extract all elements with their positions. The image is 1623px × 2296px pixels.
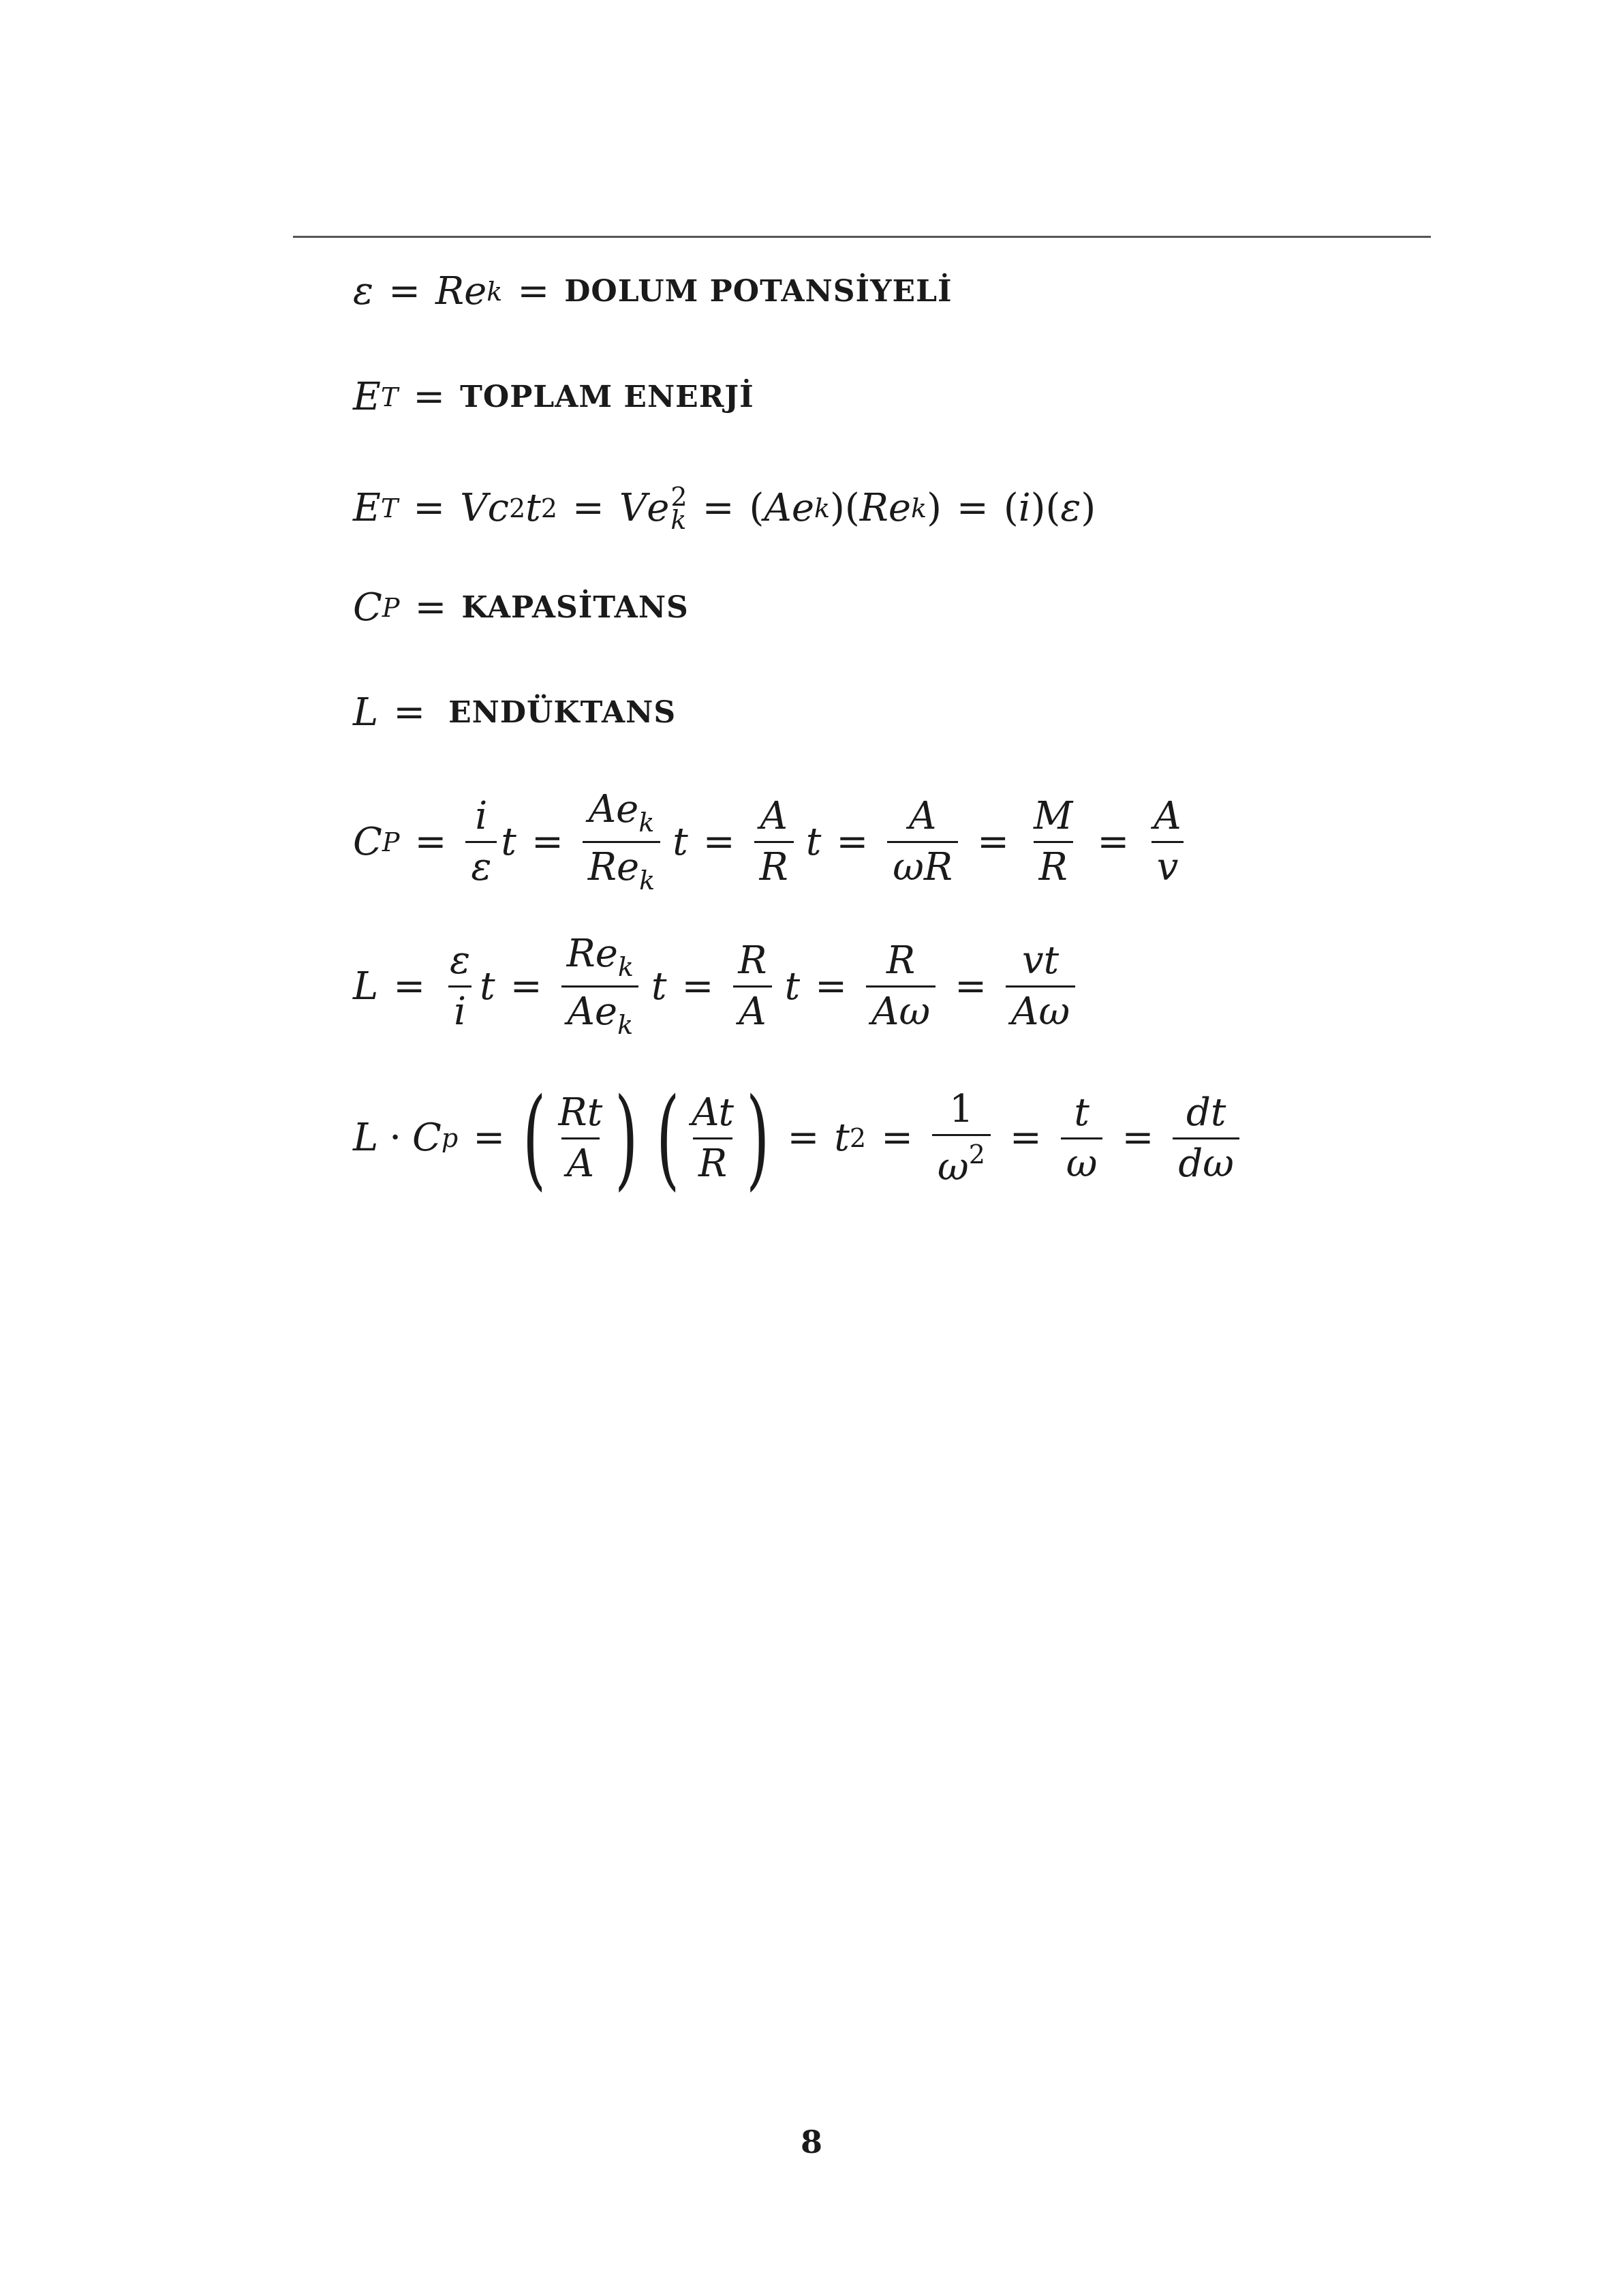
- numerator: A: [908, 794, 937, 838]
- fraction: [1173, 1090, 1239, 1186]
- numerator: M: [1034, 794, 1073, 838]
- symbol-a: A: [1011, 990, 1039, 1034]
- equals: =: [473, 1116, 506, 1160]
- fraction: [732, 938, 772, 1034]
- symbol-c-upper: C: [353, 819, 382, 864]
- rparen: ): [1030, 486, 1046, 531]
- subscript-k: k: [486, 277, 503, 307]
- definition-label: KAPASİTANS: [461, 590, 689, 625]
- symbol-omega: ω: [1203, 1141, 1234, 1186]
- equals: =: [393, 690, 426, 735]
- superscript-2: 2: [670, 482, 687, 512]
- definition-label: ENDÜKTANS: [448, 695, 677, 730]
- symbol-e: e: [617, 845, 640, 889]
- fraction: [465, 794, 497, 889]
- fraction: [561, 932, 639, 1040]
- equals: =: [955, 964, 987, 1009]
- symbol-epsilon: ε: [1060, 486, 1081, 531]
- equals: =: [393, 964, 426, 1009]
- denominator: ε: [465, 841, 497, 887]
- numerator: t: [1074, 1090, 1089, 1135]
- numerator: R: [886, 938, 916, 983]
- symbol-e-upper: E: [353, 375, 381, 419]
- equals: =: [702, 486, 735, 531]
- denominator: [561, 985, 638, 1038]
- symbol-t: t: [1210, 1090, 1226, 1135]
- symbol-omega: ω: [899, 990, 931, 1034]
- symbol-a: A: [692, 1090, 719, 1135]
- symbol-a: A: [588, 787, 617, 831]
- equals: =: [702, 819, 735, 864]
- denominator: [1006, 985, 1075, 1034]
- symbol-omega: ω: [938, 1144, 969, 1189]
- symbol-r: R: [558, 1090, 587, 1135]
- symbol-r: R: [923, 845, 953, 889]
- numerator: 1: [949, 1086, 974, 1131]
- subscript-k: k: [911, 493, 927, 524]
- symbol-v-upper: V: [460, 486, 488, 531]
- subscript-t: T: [380, 382, 399, 412]
- symbol-t: t: [480, 964, 495, 1009]
- eq-lc-product: [353, 1074, 1243, 1201]
- symbol-t: t: [805, 819, 822, 864]
- symbol-epsilon: ε: [353, 269, 374, 313]
- symbol-e: e: [888, 486, 912, 531]
- subscript-p: P: [382, 593, 400, 623]
- denominator: ω: [1061, 1137, 1103, 1183]
- superscript-2: 2: [849, 1123, 867, 1153]
- superscript-2: 2: [968, 1139, 985, 1169]
- denominator: v: [1151, 841, 1184, 887]
- denominator: R: [754, 841, 794, 887]
- lparen: (: [844, 486, 860, 531]
- denominator: i: [448, 985, 472, 1031]
- equals: =: [510, 964, 542, 1009]
- equals: =: [517, 269, 550, 313]
- numerator: [1017, 938, 1064, 985]
- symbol-l: L: [353, 964, 379, 1009]
- denominator: [932, 1134, 991, 1187]
- equals: =: [531, 819, 563, 864]
- equals: =: [1009, 1116, 1042, 1160]
- fraction: [887, 794, 958, 889]
- symbol-c-upper: C: [412, 1116, 442, 1160]
- symbol-e-upper: E: [353, 486, 381, 531]
- big-lparen: (: [523, 1074, 546, 1201]
- subscript-k: k: [814, 493, 830, 524]
- symbol-d: d: [1186, 1090, 1211, 1135]
- equals: =: [787, 1116, 820, 1160]
- rparen: ): [1081, 486, 1096, 531]
- numerator: ε: [450, 938, 471, 983]
- rparen: ): [830, 486, 845, 531]
- symbol-l: L: [353, 690, 379, 735]
- symbol-t: t: [834, 1116, 850, 1160]
- subscript-k: k: [639, 866, 655, 896]
- eq-filling-potential: [353, 269, 953, 313]
- numerator: [553, 1090, 608, 1137]
- numerator: [583, 787, 660, 841]
- symbol-d: d: [1178, 1141, 1203, 1186]
- symbol-e: e: [616, 787, 639, 831]
- symbol-e: e: [594, 990, 618, 1034]
- fraction: [1061, 1090, 1103, 1186]
- lparen: (: [1003, 486, 1019, 531]
- symbol-v: v: [1022, 938, 1044, 983]
- numerator: i: [475, 794, 488, 838]
- page-number: 8: [800, 2124, 822, 2160]
- symbol-a: A: [871, 990, 899, 1034]
- symbol-omega: ω: [893, 845, 924, 889]
- big-rparen: ): [615, 1074, 638, 1201]
- numerator: [561, 932, 639, 985]
- symbol-a: A: [567, 990, 595, 1034]
- symbol-t: t: [587, 1090, 603, 1135]
- fraction: [932, 1086, 991, 1189]
- subscript-p: p: [441, 1123, 459, 1153]
- denominator: [583, 841, 660, 896]
- symbol-t: t: [784, 964, 801, 1009]
- eq-inductance-def: [353, 690, 677, 735]
- fraction: [583, 787, 660, 896]
- eq-total-energy: [353, 482, 1096, 536]
- header-rule: [293, 236, 1431, 238]
- equals: =: [414, 585, 447, 630]
- symbol-r: R: [587, 845, 617, 889]
- denominator: A: [733, 985, 771, 1031]
- equals: =: [681, 964, 714, 1009]
- subscript-k: k: [617, 1010, 634, 1040]
- numerator: [686, 1090, 739, 1137]
- symbol-t: t: [651, 964, 667, 1009]
- symbol-c-upper: C: [353, 585, 382, 630]
- numerator: [1181, 1090, 1231, 1137]
- equals: =: [1122, 1116, 1154, 1160]
- denominator: R: [1034, 841, 1073, 887]
- big-rparen: ): [746, 1074, 770, 1201]
- symbol-l: L: [353, 1116, 379, 1160]
- eq-total-energy-def: [353, 375, 754, 419]
- definition-label: TOPLAM ENERJİ: [460, 380, 754, 414]
- symbol-t: t: [1043, 938, 1060, 983]
- fraction: [686, 1090, 739, 1186]
- symbol-t: t: [718, 1090, 735, 1135]
- fraction: [1148, 794, 1186, 889]
- denominator: R: [693, 1137, 732, 1183]
- symbol-e: e: [595, 932, 618, 976]
- denominator: [866, 985, 936, 1034]
- symbol-a: A: [764, 486, 792, 531]
- denominator: [887, 841, 958, 887]
- rparen: ): [927, 486, 942, 531]
- subscript-k: k: [638, 808, 655, 838]
- equals: =: [413, 375, 446, 419]
- symbol-t: t: [525, 486, 541, 531]
- symbol-t: t: [501, 819, 516, 864]
- subscript-p: P: [382, 827, 400, 857]
- denominator: A: [561, 1137, 600, 1183]
- superscript-2: 2: [540, 493, 557, 524]
- eq-capacitance: [353, 787, 1191, 896]
- equals: =: [956, 486, 989, 531]
- fraction: [1028, 794, 1078, 889]
- symbol-i: i: [1018, 486, 1031, 531]
- symbol-e: e: [647, 486, 670, 531]
- fraction: [553, 1090, 608, 1186]
- denominator: [1173, 1137, 1239, 1186]
- equals: =: [572, 486, 604, 531]
- numerator: R: [738, 938, 767, 983]
- numerator: A: [1154, 794, 1181, 838]
- symbol-r: R: [566, 932, 596, 976]
- symbol-c: c: [487, 486, 509, 531]
- numerator: A: [760, 794, 788, 838]
- cdot: ·: [389, 1116, 401, 1160]
- equals: =: [815, 964, 847, 1009]
- subscript-t: T: [380, 493, 399, 524]
- lparen: (: [749, 486, 764, 531]
- equals: =: [414, 819, 447, 864]
- eq-inductance: [353, 932, 1079, 1040]
- fraction: [444, 938, 476, 1034]
- big-lparen: (: [655, 1074, 680, 1201]
- symbol-e: e: [464, 269, 487, 313]
- symbol-r: R: [435, 269, 465, 313]
- subscript-k: k: [617, 952, 634, 982]
- equals: =: [881, 1116, 914, 1160]
- symbol-r: R: [859, 486, 888, 531]
- fraction: [754, 794, 794, 889]
- fraction: [1006, 938, 1075, 1034]
- symbol-omega: ω: [1038, 990, 1070, 1034]
- sup-sub-stack: [670, 482, 687, 536]
- equals: =: [413, 486, 446, 531]
- symbol-e: e: [791, 486, 814, 531]
- subscript-k: k: [670, 505, 687, 536]
- definition-label: DOLUM POTANSİYELİ: [564, 274, 953, 309]
- equals: =: [388, 269, 420, 313]
- equals: =: [977, 819, 1010, 864]
- equals: =: [1097, 819, 1130, 864]
- eq-capacitance-def: [353, 585, 689, 630]
- symbol-v-upper: V: [619, 486, 647, 531]
- superscript-2: 2: [509, 493, 526, 524]
- equals: =: [836, 819, 869, 864]
- fraction: [866, 938, 936, 1034]
- lparen: (: [1045, 486, 1061, 531]
- symbol-t: t: [673, 819, 688, 864]
